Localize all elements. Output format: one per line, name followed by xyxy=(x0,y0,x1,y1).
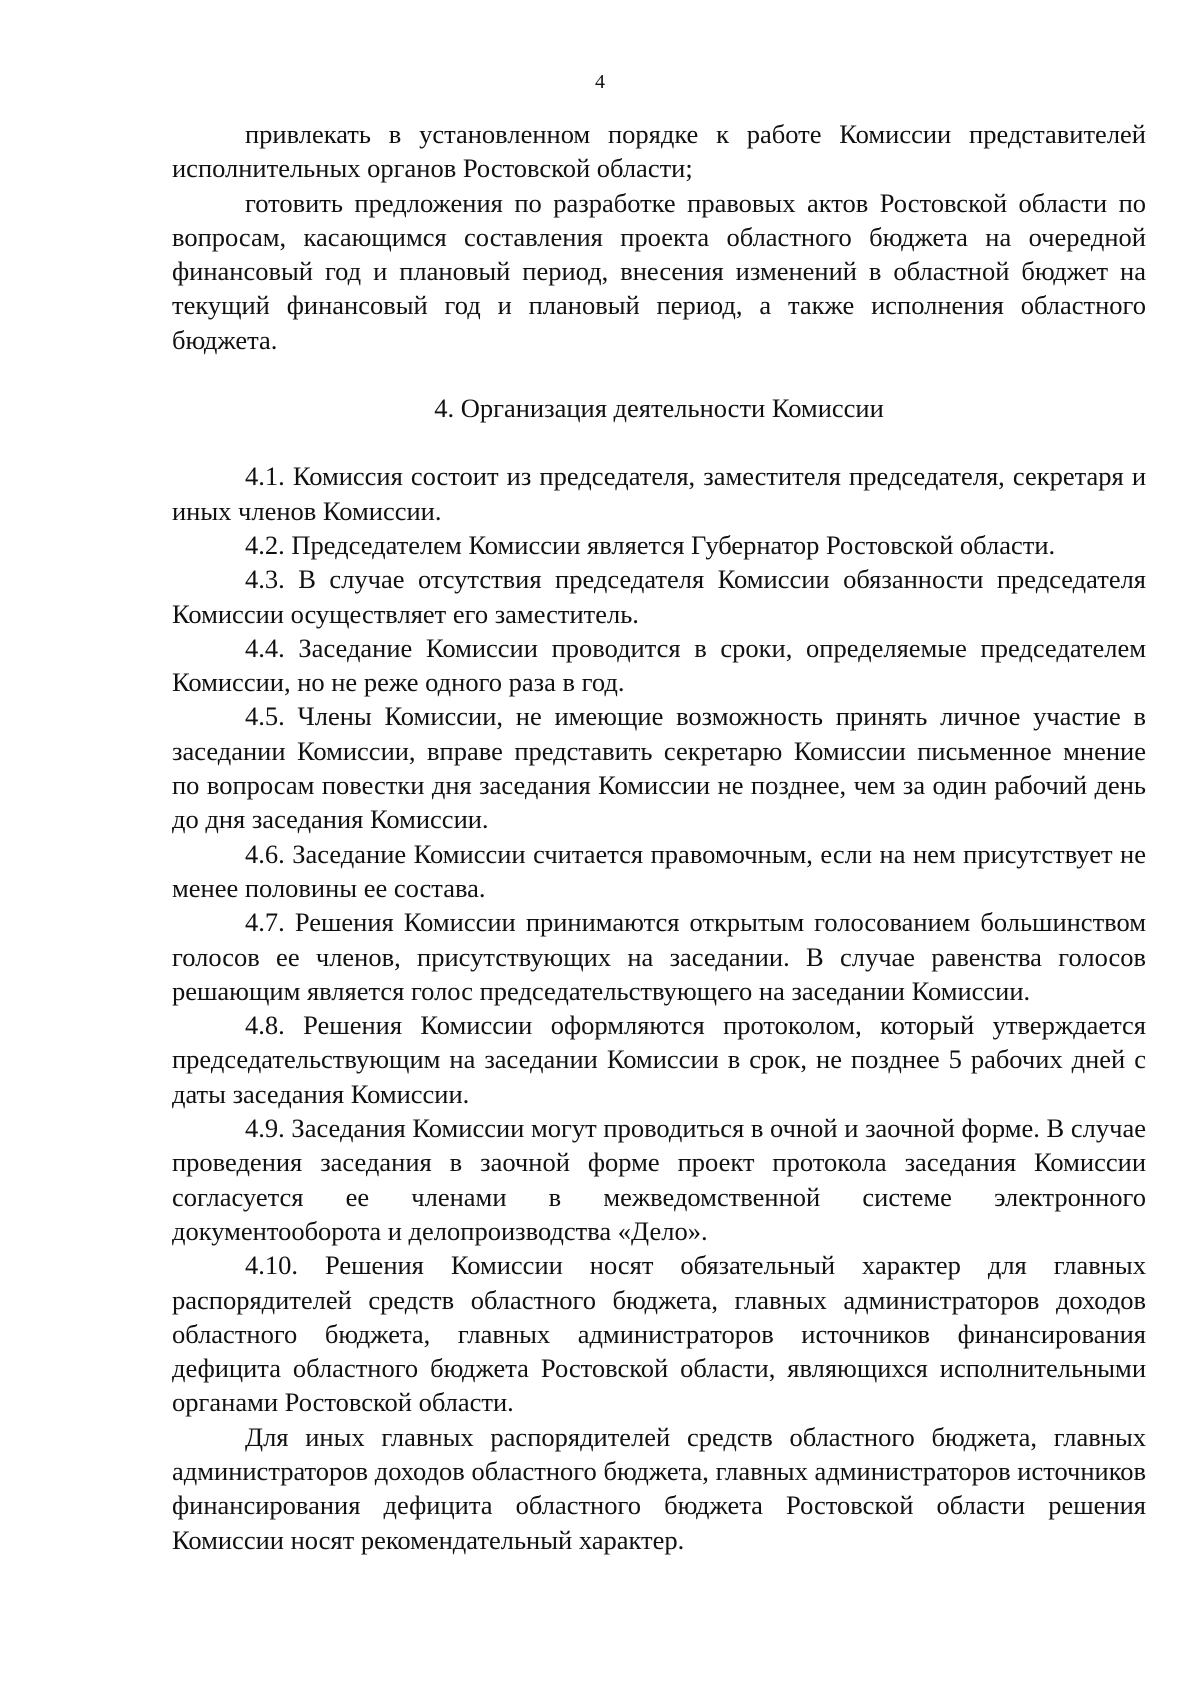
page-number: 4 xyxy=(595,71,605,93)
paragraph: привлекать в установленном порядке к работе Комиссии представителей исполнительных органов Ростовской области; xyxy=(172,119,1146,184)
paragraph-4-1: 4.1. Комиссия состоит из председателя, заместителя председателя, секретаря и иных членов Комиссии. xyxy=(172,461,1146,526)
paragraph-4-2: 4.2. Председателем Комиссии является Губернатор Ростовской области. xyxy=(245,529,1056,560)
paragraph-4-4: 4.4. Заседание Комиссии проводится в сроки, определяемые председателем Комиссии, но не реже одного раза в год. xyxy=(172,632,1146,698)
paragraph-other-recipients: Для иных главных распорядителей средств областного бюджета, главных администраторов доходов областного бюджета, главных администраторов источников финансирования дефицита областного бюджета Ростовской области решения Комиссии носят рекомендательный характер. xyxy=(172,1421,1146,1555)
document-body xyxy=(172,117,1146,1557)
paragraph-4-5: 4.5. Члены Комиссии, не имеющие возможность принять личное участие в заседании Комиссии, вправе представить секретарю Комиссии письменное мнение по вопросам повестки дня заседания Комиссии не позднее, чем за один рабочий день до дня заседания Комиссии. xyxy=(172,701,1146,835)
paragraph: готовить предложения по разработке правовых актов Ростовской области по вопросам, касающимся составления проекта областного бюджета на очередной финансовый год и плановый период, внесения изменений в областной бюджет на текущий финансовый год и плановый период, а также исполнения областного бюджета. xyxy=(172,187,1146,355)
paragraph-4-10: 4.10. Решения Комиссии носят обязательный характер для главных распорядителей средств областного бюджета, главных администраторов доходов областного бюджета, главных администраторов источников финансирования дефицита областного бюджета Ростовской области, являющихся исполнительными органами Ростовской области. xyxy=(172,1250,1146,1418)
paragraph-4-6: 4.6. Заседание Комиссии считается правомочным, если на нем присутствует не менее половины ее состава. xyxy=(172,838,1146,903)
paragraph-4-8: 4.8. Решения Комиссии оформляются протоколом, который утверждается председательствующим на заседании Комиссии в срок, не позднее 5 рабочих дней с даты заседания Комиссии. xyxy=(172,1010,1146,1109)
paragraph-4-7: 4.7. Решения Комиссии принимаются открытым голосованием большинством голосов ее членов, присутствующих на заседании. В случае равенства голосов решающим является голос председательствующего на заседании Комиссии. xyxy=(172,907,1146,1006)
paragraph-4-3: 4.3. В случае отсутствия председателя Комиссии обязанности председателя Комиссии осуществляет его заместитель. xyxy=(172,564,1146,629)
paragraph-4-9: 4.9. Заседания Комиссии могут проводиться в очной и заочной форме. В случае проведения заседания в заочной форме проект протокола заседания Комиссии согласуется ее членами в межведомственной системе электронного документооборота и делопроизводства «Дело». xyxy=(172,1113,1146,1246)
section-heading: 4. Организация деятельности Комиссии xyxy=(434,393,884,424)
